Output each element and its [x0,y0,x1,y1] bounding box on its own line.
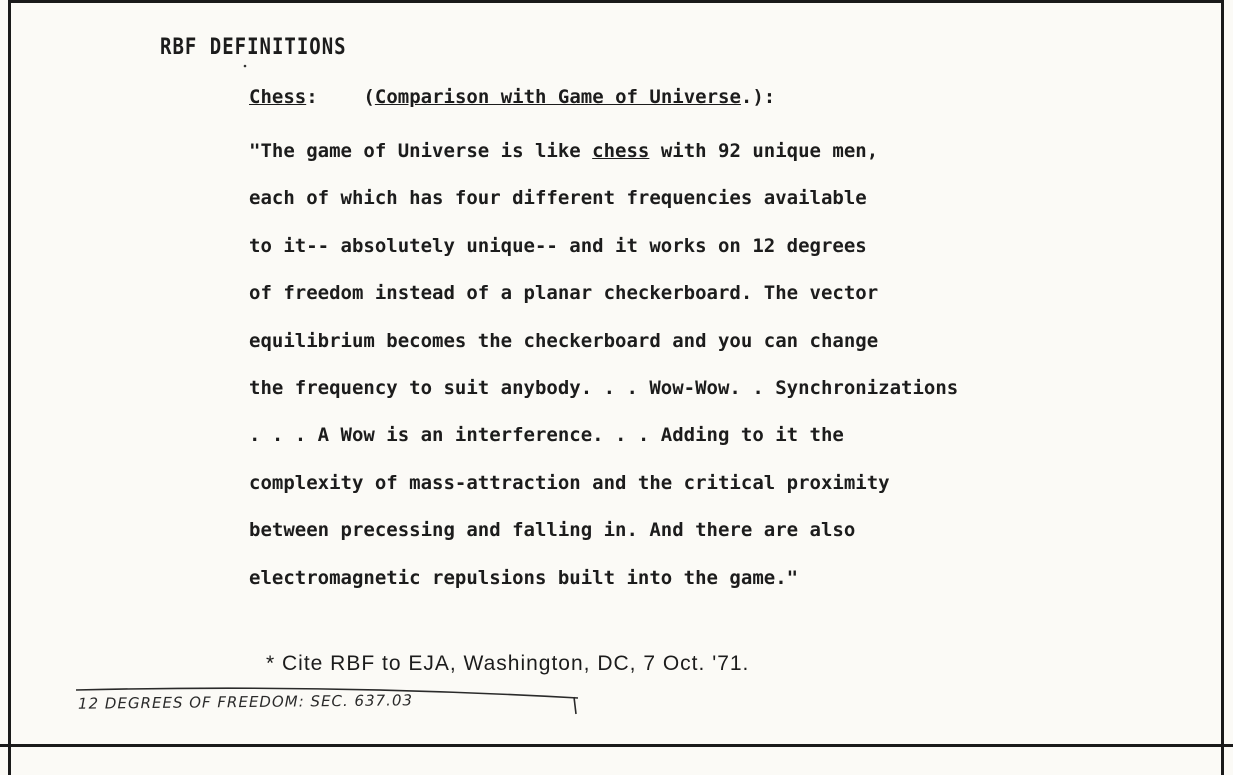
card-border-left [8,0,11,775]
card-border-top [8,0,1224,3]
card-border-bottom [0,744,1233,747]
quote-line: electromagnetic repulsions built into the game." [249,566,799,589]
quote-line: . . . A Wow is an interference. . . Adding to it the [249,424,844,447]
handwritten-note: 12 DEGREES OF FREEDOM: SEC. 637.03 [77,691,414,713]
term-title: Chess [249,86,307,108]
quote-line: "The game of Universe is like chess with 92 unique men, [249,140,879,162]
card-border-tick [0,744,12,747]
underlined-chess: chess [592,140,650,162]
citation: * Cite RBF to EJA, Washington, DC, 7 Oct. '71. [266,652,750,675]
quote-line: the frequency to suit anybody. . . Wow-Wow. . Synchronizations [249,376,959,399]
quote-line: equilibrium becomes the checkerboard and you can change [249,329,879,352]
quote-line: of freedom instead of a planar checkerboard. The vector [249,282,879,305]
card-heading: RBF DEFINITIONS [160,34,347,60]
quote-line: each of which has four different frequencies available [249,187,867,210]
term-subtitle: Comparison with Game of Universe [374,86,741,108]
subtitle-open: ( [363,86,375,108]
quote-line: to it-- absolutely unique-- and it works on 12 degrees [249,234,867,257]
term-line [249,86,775,108]
quote-block [249,128,1209,602]
quote-line: complexity of mass-attraction and the critical proximity [249,471,890,494]
card-border-right [1221,0,1224,775]
quote-line: between precessing and falling in. And there are also [249,519,856,542]
subtitle-close: .): [740,86,776,108]
term-colon: : [306,86,318,108]
